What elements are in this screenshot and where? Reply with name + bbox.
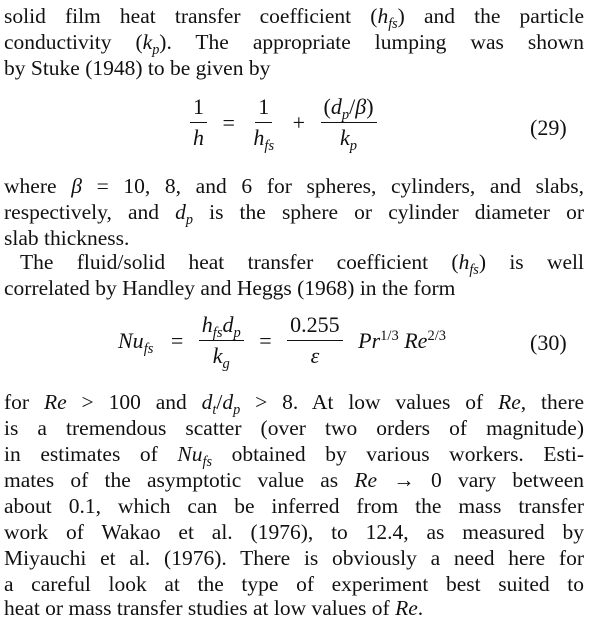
text-line-11: in estimates of $Nu_{fs}$ obtained by various workers. Esti- (4, 442, 585, 470)
text-line-12: mates of the asymptotic value as Re → 0 vary between (4, 468, 584, 492)
text-line-6: slab thickness. (4, 226, 130, 250)
equation-30-number: (30) (530, 330, 567, 355)
text-line-5: respectively, and $d_p$ is the sphere or cylinder diameter or (4, 200, 584, 228)
equation-29-number: (29) (530, 115, 567, 140)
equation-30: $Nu_{fs}$ = $\frac{h_{fs}d_p}{k_g}$ = $\frac{0.255}{\varepsilon}$ $Pr^{1/3}$ $Re^{2/3}$ (118, 312, 446, 373)
text-line-4: where β = 10, 8, and 6 for spheres, cylinders, and slabs, (4, 174, 584, 198)
text-line-9: for Re > 100 and $d_t/d_p > 8$. At low values of Re, there (4, 390, 585, 418)
text-line-14: work of Wakao et al. (1976), to 12.4, as measured by (4, 520, 584, 544)
text-line-3: by Stuke (1948) to be given by (4, 56, 271, 80)
eq29-lhs-fraction: $\frac{1}{h}$ (190, 94, 207, 151)
equation-29: $\frac{1}{h}$ = $\frac{1}{h_{fs}}$ + $\frac{(d_p/\beta)}{k_p}$ (186, 94, 381, 151)
text-line-17: heat or mass transfer studies at low values of Re. (4, 596, 424, 620)
text-line-7: The fluid/solid heat transfer coefficient $(h_{fs})$ is well (20, 250, 584, 278)
text-line-2: conductivity $(k_p)$. The appropriate lumping was shown (4, 30, 584, 58)
eq30-fraction-2: $\frac{0.255}{\varepsilon}$ (287, 312, 343, 369)
text-line-8: correlated by Handley and Heggs (1968) in the form (4, 276, 456, 300)
text-line-1: solid film heat transfer coefficient $(h_{fs})$ and the particle (4, 4, 584, 32)
eq29-term1-fraction: $\frac{1}{h_{fs}}$ (253, 94, 275, 155)
text-line-15: Miyauchi et al. (1976). There is obviously a need here for (4, 546, 584, 570)
text-line-16: a careful look at the type of experiment best suited to (4, 572, 584, 596)
eq29-term2-fraction: $\frac{(d_p/\beta)}{k_p}$ (321, 94, 377, 151)
text-line-13: about 0.1, which can be inferred from the mass transfer (4, 494, 584, 518)
text-line-10: is a tremendous scatter (over two orders of magnitude) (4, 416, 584, 440)
eq30-fraction-1: $\frac{h_{fs}d_p}{k_g}$ (199, 312, 244, 369)
